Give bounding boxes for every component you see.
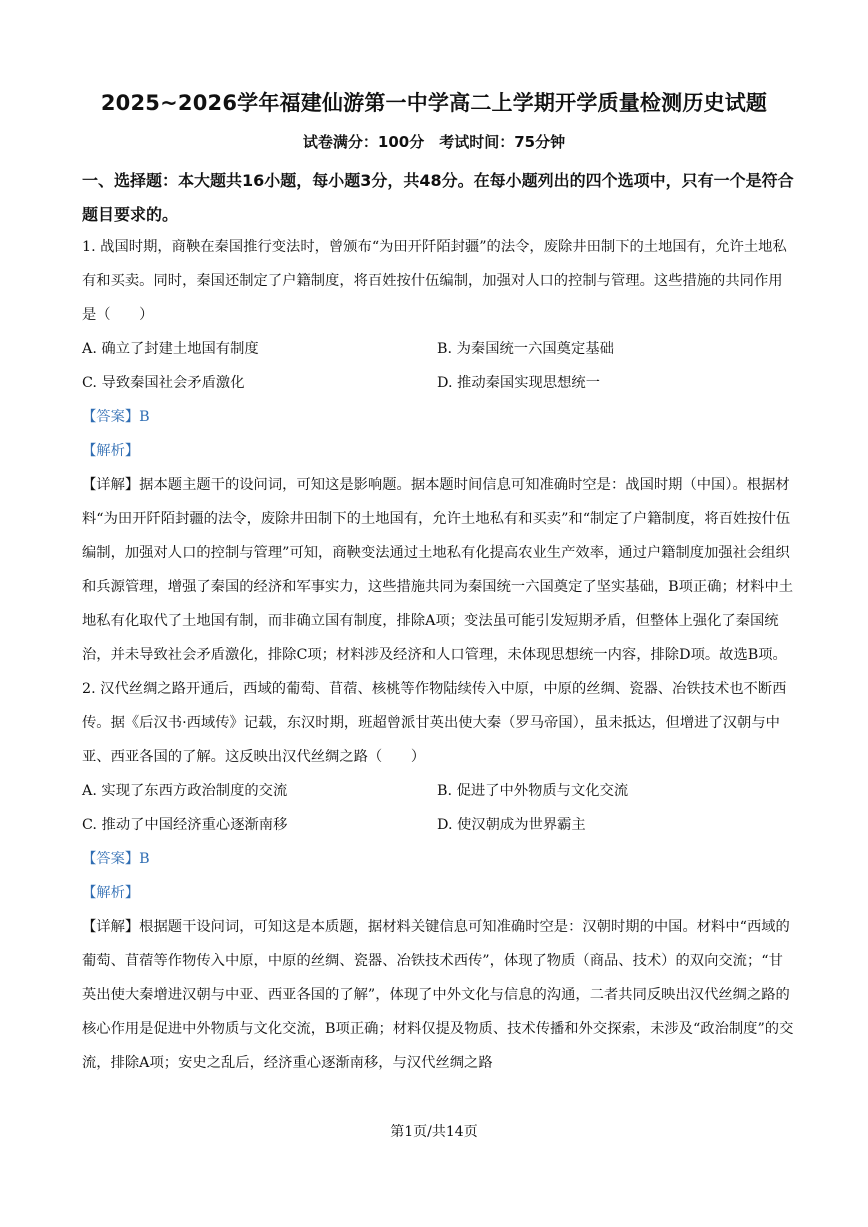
option-c: C. 导致秦国社会矛盾激化 <box>82 375 245 391</box>
questions-content <box>82 230 794 1080</box>
question-stem: 2. 汉代丝绸之路开通后，西域的葡萄、苜蓿、核桃等作物陆续传入中原，中原的丝绸、瓷器、冶铁技术也不断西传。据《后汉书·西域传》记载，东汉时期，班超曾派甘英出使大秦（罗马帝国），虽未抵达，但增进了汉朝与中亚、西亚各国的了解。这反映出汉代丝绸之路（ ） <box>82 681 787 765</box>
exam-info: 试卷满分：100分 考试时间：75分钟 <box>302 133 566 151</box>
detail-text: 【详解】据本题主题干的设问词，可知这是影响题。据本题时间信息可知准确时空是：战国时期（中国）。根据材料“为田开阡陌封疆的法令，废除井田制下的土地国有，允许土地私有和买卖”和“制定了户籍制度，将百姓按什伍编制，加强对人口的控制与管理”可知，商鞅变法通过土地私有化提高农业生产效率，通过户籍制度加强社会组织和兵源管理，增强了秦国的经济和军事实力，这些措施共同为秦国统一六国奠定了坚实基础，B项正确；材料中土地私有化取代了土地国有制，而非确立国有制度，排除A项；变法虽可能引发短期矛盾，但整体上强化了秦国统治，并未导致社会矛盾激化，排除C项；材料涉及经济和人口管理，未体现思想统一内容，排除D项。故选B项。 <box>82 477 794 663</box>
option-row <box>82 808 794 842</box>
page-footer: 第1页/共14页 <box>390 1124 478 1140</box>
option-row <box>82 332 794 366</box>
option-a: A. 实现了东西方政治制度的交流 <box>82 783 288 799</box>
option-c: C. 推动了中国经济重心逐渐南移 <box>82 817 288 833</box>
answer-label: 【答案】B <box>82 851 150 867</box>
question-block <box>82 230 794 672</box>
document-title: 2025~2026学年福建仙游第一中学高二上学期开学质量检测历史试题 <box>100 91 768 115</box>
analysis-label: 【解析】 <box>82 885 140 901</box>
option-a: A. 确立了封建土地国有制度 <box>82 341 259 357</box>
analysis-label: 【解析】 <box>82 443 140 459</box>
question-stem: 1. 战国时期，商鞅在秦国推行变法时，曾颁布“为田开阡陌封疆”的法令，废除井田制下的土地国有，允许土地私有和买卖。同时，秦国还制定了户籍制度，将百姓按什伍编制，加强对人口的控制与管理。这些措施的共同作用是（ ） <box>82 239 787 323</box>
detail-text: 【详解】根据题干设问词，可知这是本质题，据材料关键信息可知准确时空是：汉朝时期的中国。材料中“西域的葡萄、苜蓿等作物传入中原，中原的丝绸、瓷器、冶铁技术西传”，体现了物质（商品、技术）的双向交流；“甘英出使大秦增进汉朝与中亚、西亚各国的了解”，体现了中外文化与信息的沟通，二者共同反映出汉代丝绸之路的核心作用是促进中外物质与文化交流，B项正确；材料仅提及物质、技术传播和外交探索，未涉及“政治制度”的交流，排除A项；安史之乱后，经济重心逐渐南移，与汉代丝绸之路 <box>82 919 794 1071</box>
option-b: B. 为秦国统一六国奠定基础 <box>437 341 614 357</box>
section-heading: 一、选择题：本大题共16小题，每小题3分，共48分。在每小题列出的四个选项中，只有一个是符合题目要求的。 <box>82 171 794 224</box>
option-b: B. 促进了中外物质与文化交流 <box>437 783 629 799</box>
option-d: D. 推动秦国实现思想统一 <box>437 375 601 391</box>
question-block <box>82 672 794 1080</box>
option-row <box>82 774 794 808</box>
answer-label: 【答案】B <box>82 409 150 425</box>
option-row <box>82 366 794 400</box>
option-d: D. 使汉朝成为世界霸主 <box>437 817 586 833</box>
